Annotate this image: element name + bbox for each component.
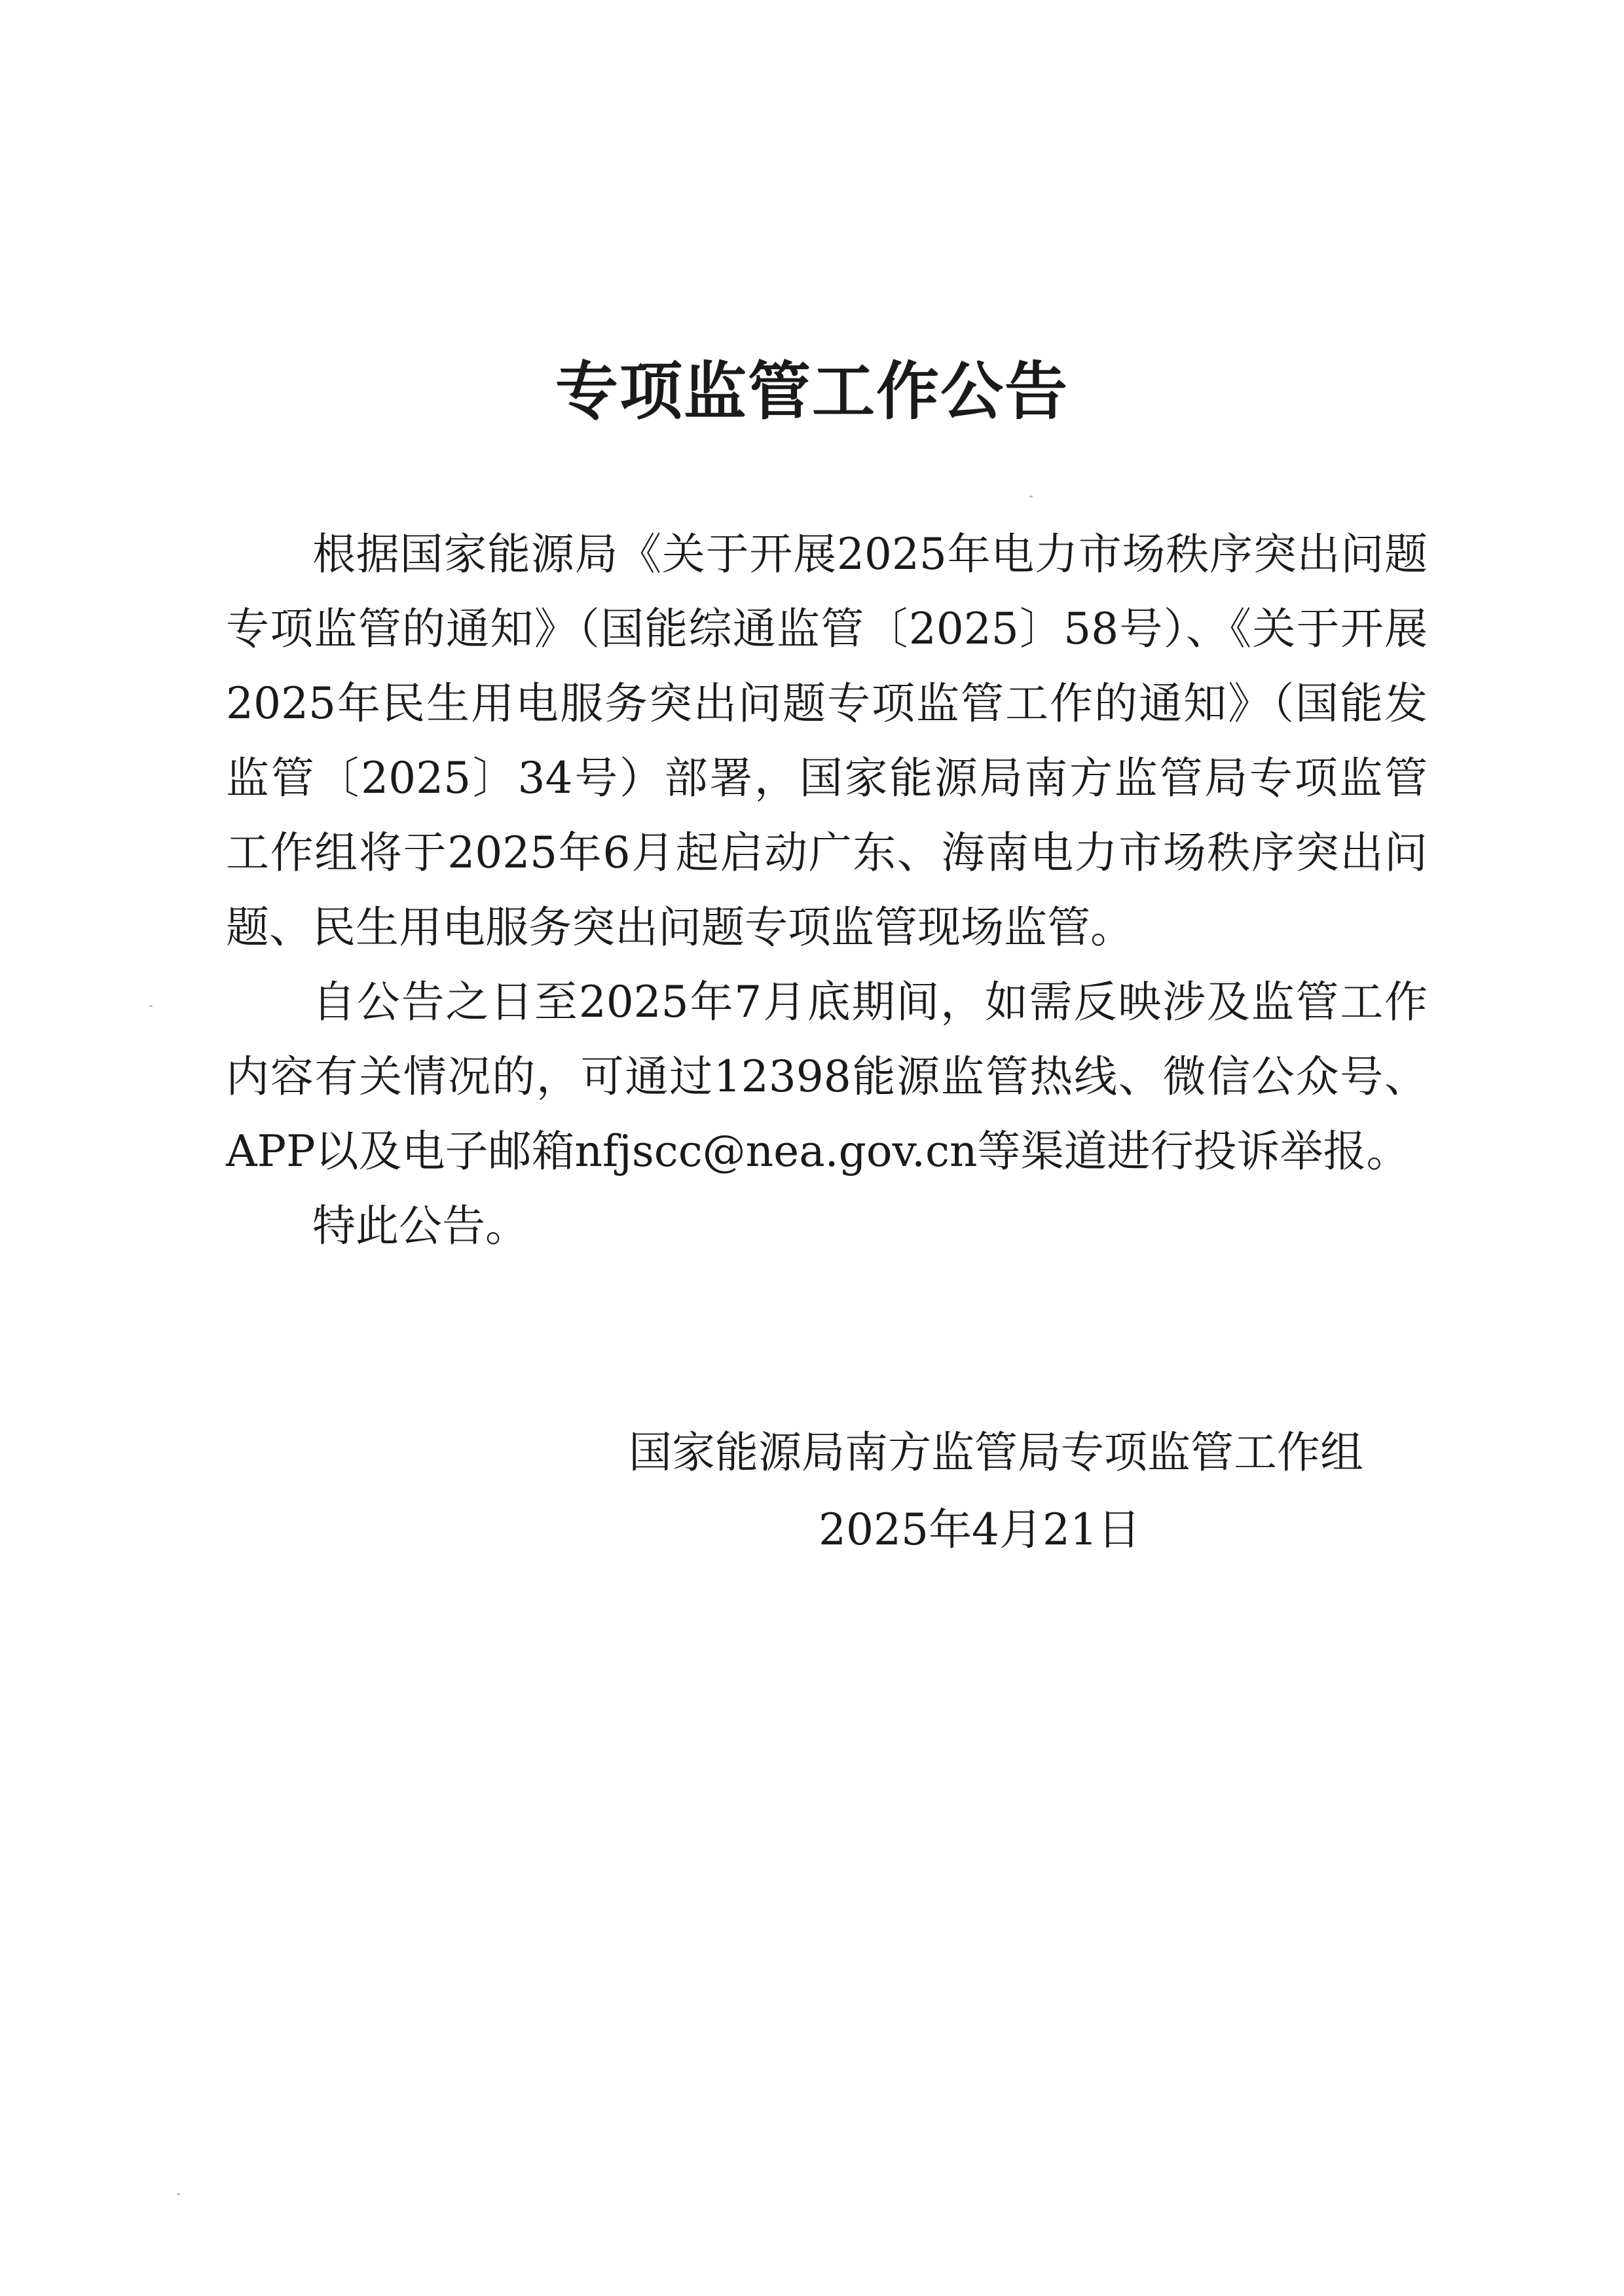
scan-speck <box>177 2193 180 2195</box>
page-title: 专项监管工作公告 <box>555 355 1069 428</box>
signature-date: 2025年4月21日 <box>819 1504 1141 1555</box>
body-paragraph-closing: 特此公告。 <box>312 1201 528 1251</box>
scan-speck <box>1029 496 1033 498</box>
signature-organization: 国家能源局南方监管局专项监管工作组 <box>629 1427 1363 1478</box>
scan-speck <box>149 1005 153 1007</box>
body-paragraph-complaint-channels: 自公告之日至2025年7月底期间，如需反映涉及监管工作内容有关情况的，可通过12398能源监管热线、微信公众号、APP以及电子邮箱nfjscc@nea.gov.cn等渠道进行投诉举报。 <box>226 977 1428 1176</box>
announcement-body <box>226 517 1428 1264</box>
body-paragraph-basis: 根据国家能源局《关于开展2025年电力市场秩序突出问题专项监管的通知》（国能综通监管〔2025〕58号）、《关于开展2025年民生用电服务突出问题专项监管工作的通知》（国能发监管〔2025〕34号）部署，国家能源局南方监管局专项监管工作组将于2025年6月起启动广东、海南电力市场秩序突出问题、民生用电服务突出问题专项监管现场监管。 <box>226 529 1428 953</box>
